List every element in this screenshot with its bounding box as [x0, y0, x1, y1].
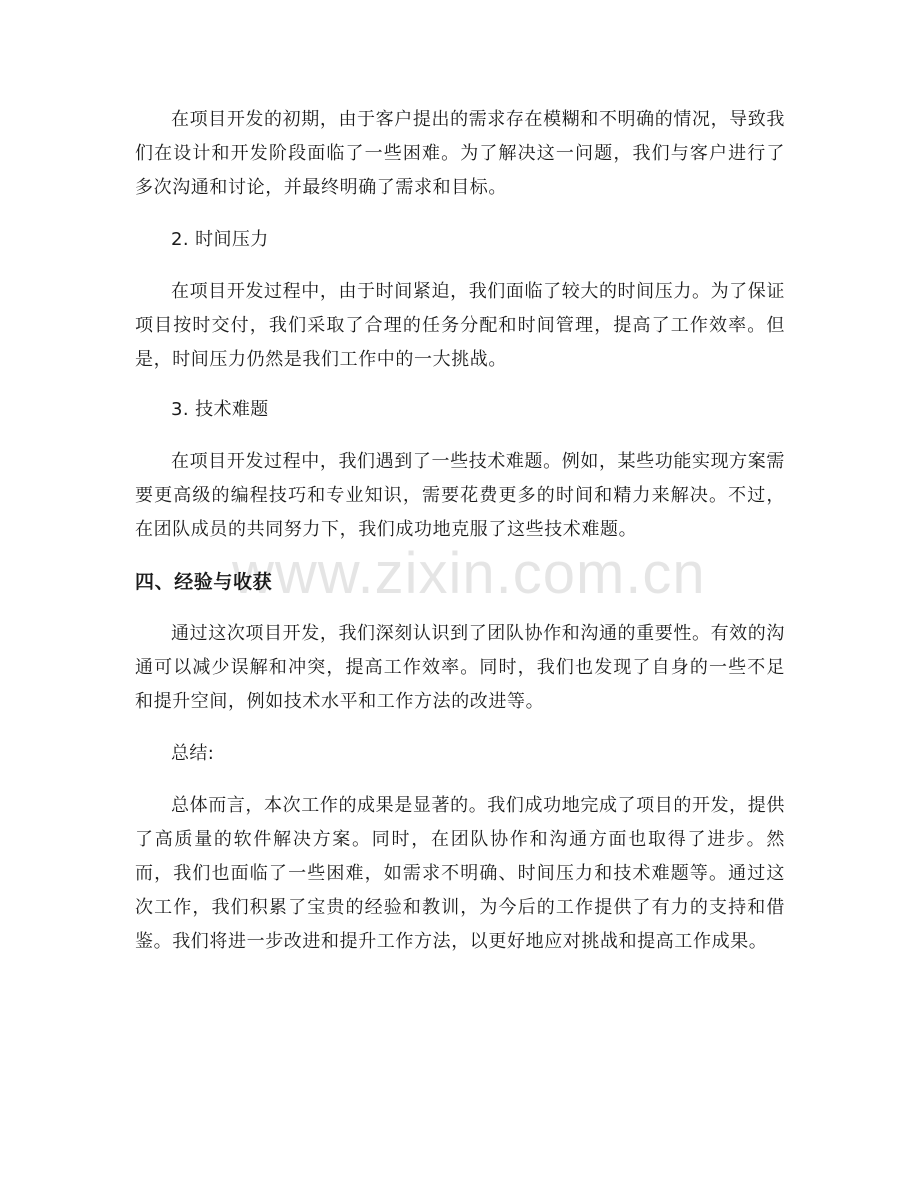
section-heading-experience: 四、经验与收获 — [135, 571, 273, 593]
paragraph-time-pressure: 在项目开发过程中，由于时间紧迫，我们面临了较大的时间压力。为了保证项目按时交付，我们采取了合理的任务分配和时间管理，提高了工作效率。但是，时间压力仍然是我们工作中的一大挑战。 — [135, 281, 785, 370]
watermark-text: www.zixin.com.cn — [232, 541, 706, 606]
paragraph-experience: 通过这次项目开发，我们深刻认识到了团队协作和沟通的重要性。有效的沟通可以减少误解和冲突，提高工作效率。同时，我们也发现了自身的一些不足和提升空间，例如技术水平和工作方法的改进等。 — [135, 623, 785, 712]
paragraph-summary: 总体而言，本次工作的成果是显著的。我们成功地完成了项目的开发，提供了高质量的软件解决方案。同时，在团队协作和沟通方面也取得了进步。然而，我们也面临了一些困难，如需求不明确、时间压力和技术难题等。通过这次工作，我们积累了宝贵的经验和教训，为今后的工作提供了有力的支持和借鉴。我们将进一步改进和提升工作方法，以更好地应对挑战和提高工作成果。 — [135, 795, 785, 952]
subheading-technical-problems: 3. 技术难题 — [171, 399, 269, 420]
paragraph-technical-problems: 在项目开发过程中，我们遇到了一些技术难题。例如，某些功能实现方案需要更高级的编程技巧和专业知识，需要花费更多的时间和精力来解决。不过，在团队成员的共同努力下，我们成功地克服了这些技术难题。 — [135, 451, 785, 540]
subheading-time-pressure: 2. 时间压力 — [171, 229, 269, 250]
paragraph-requirements: 在项目开发的初期，由于客户提出的需求存在模糊和不明确的情况，导致我们在设计和开发阶段面临了一些困难。为了解决这一问题，我们与客户进行了多次沟通和讨论，并最终明确了需求和目标。 — [135, 109, 785, 198]
summary-label: 总结: — [171, 743, 215, 764]
